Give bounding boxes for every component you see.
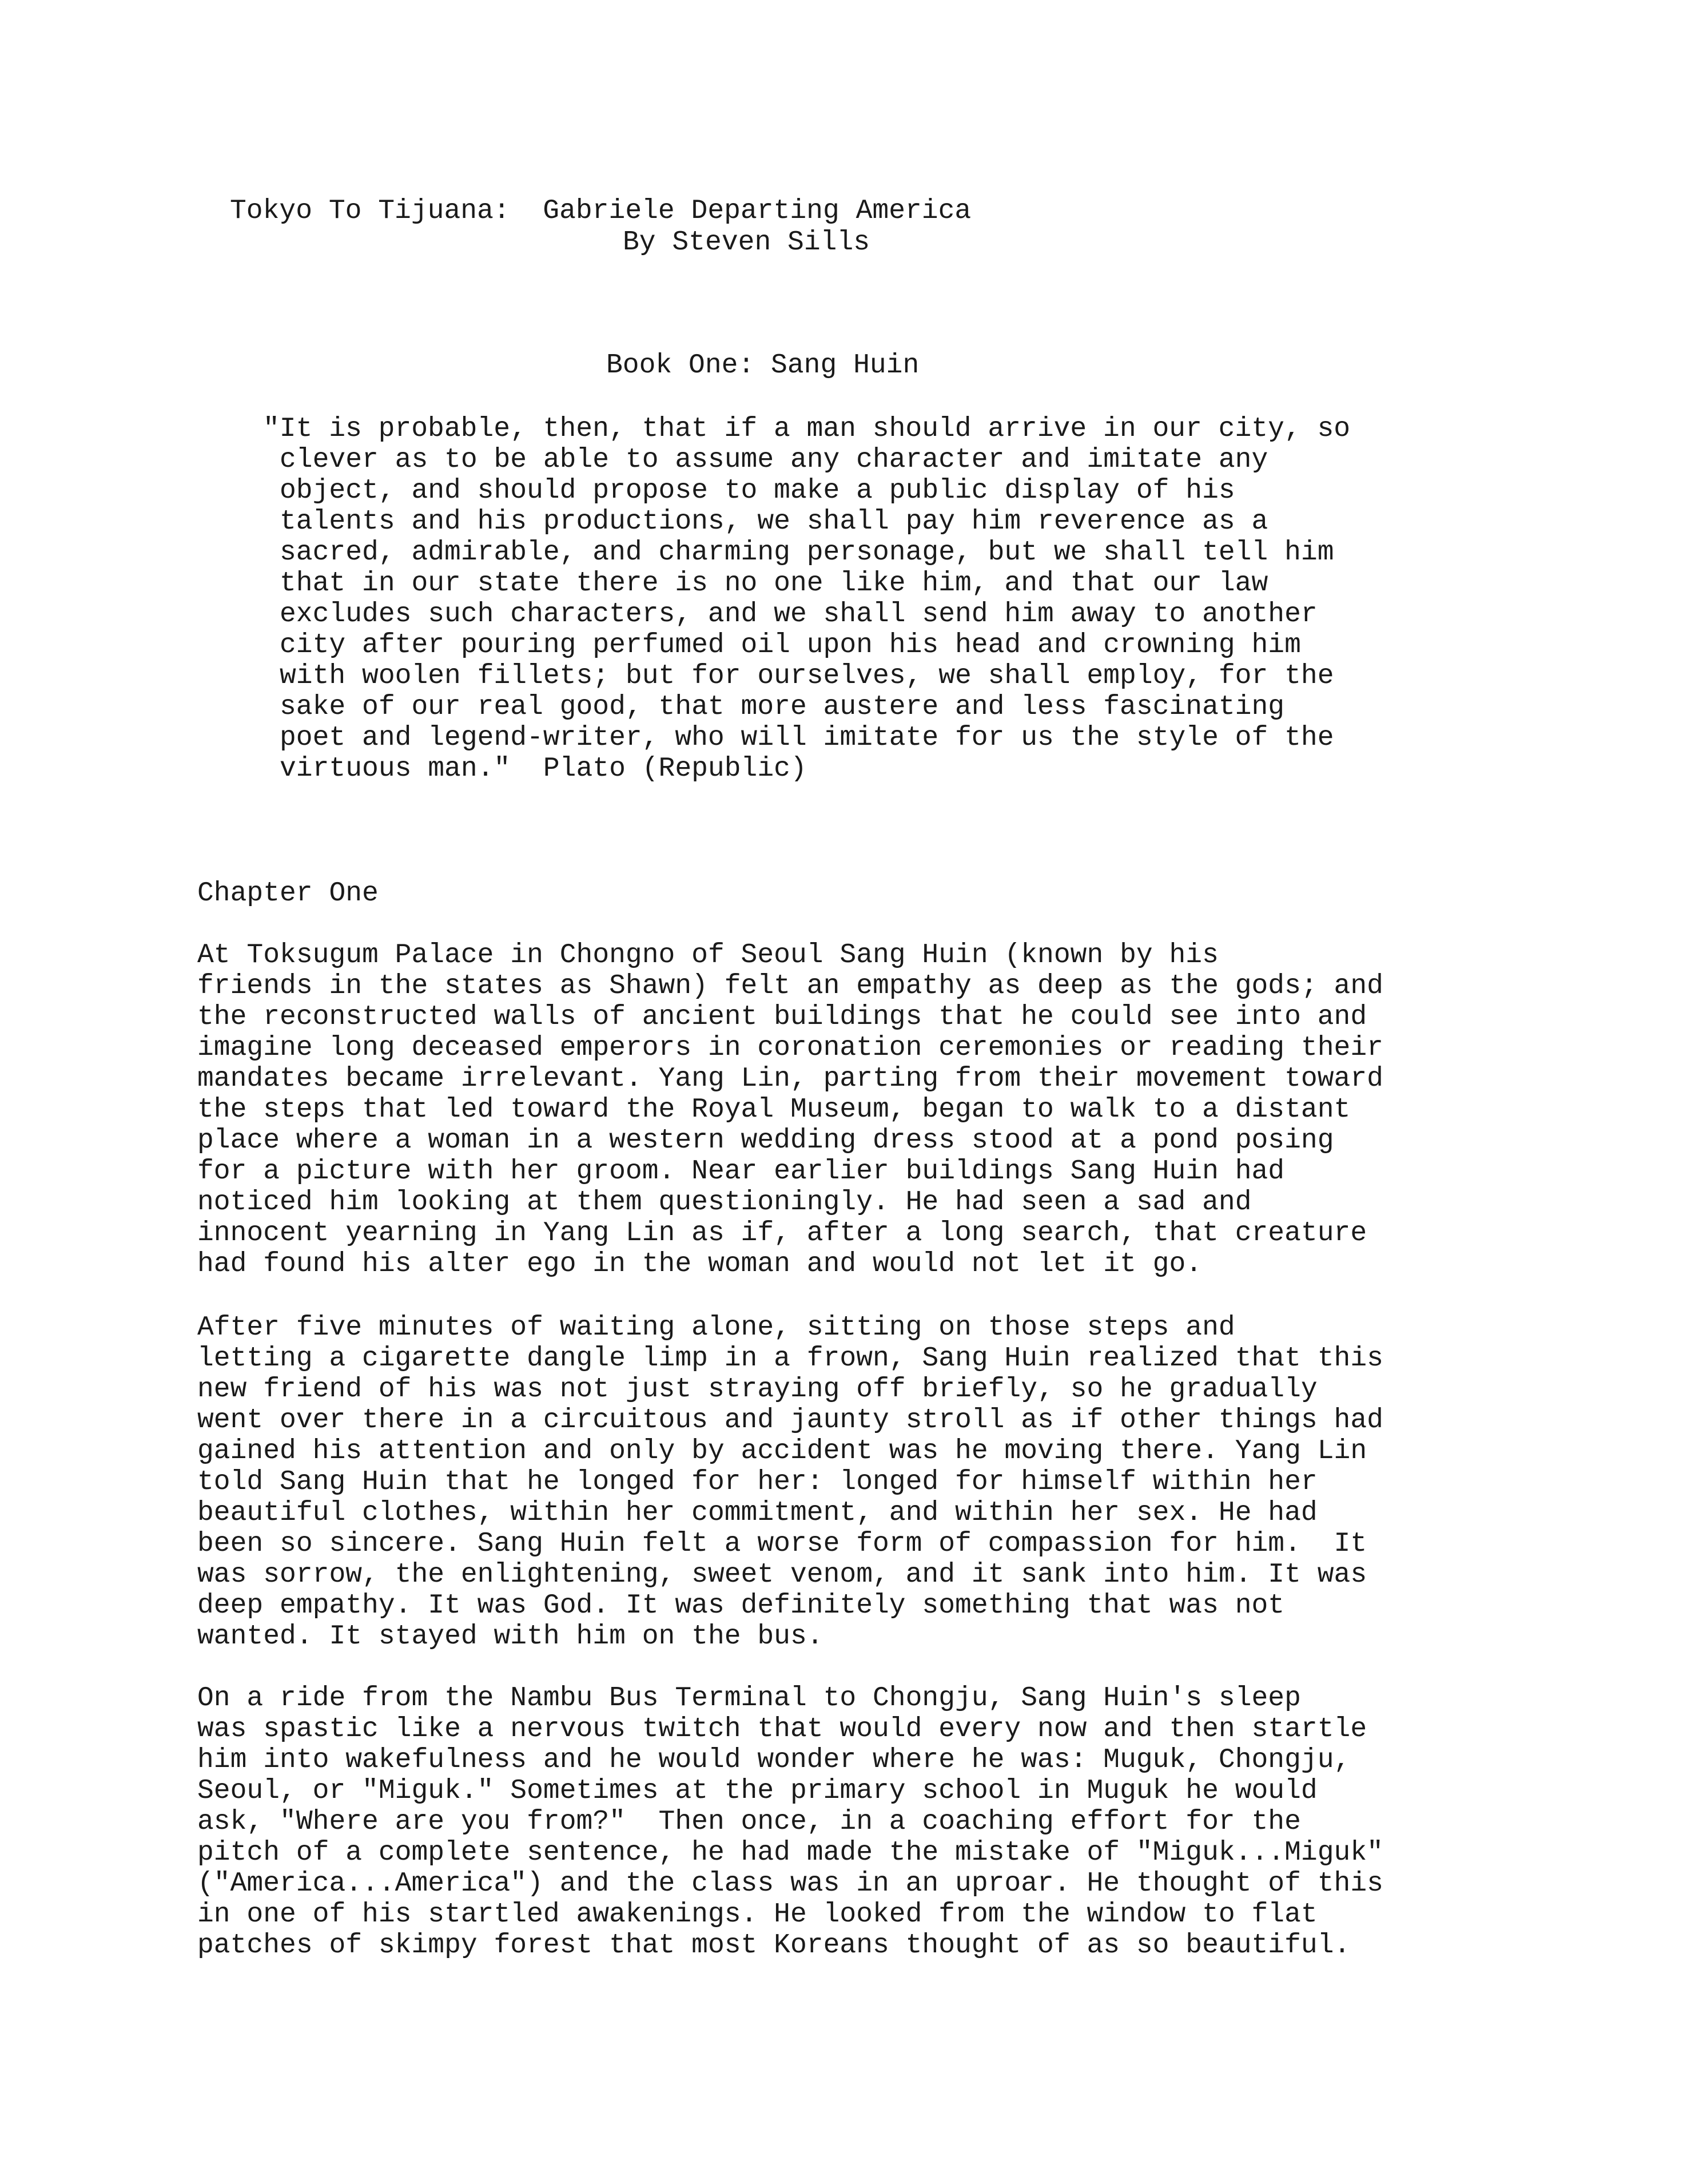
text-line: object, and should propose to make a public display of his: [280, 475, 1235, 506]
text-line: On a ride from the Nambu Bus Terminal to Chongju, Sang Huin's sleep: [197, 1683, 1301, 1714]
text-line: friends in the states as Shawn) felt an empathy as deep as the gods; and: [197, 971, 1383, 1002]
text-line: ("America...America") and the class was in an uproar. He thought of this: [197, 1868, 1383, 1899]
text-line: wanted. It stayed with him on the bus.: [197, 1621, 823, 1652]
author-byline: By Steven Sills: [623, 227, 870, 258]
text-line: the steps that led toward the Royal Museum, began to walk to a distant: [197, 1094, 1351, 1125]
text-line: was spastic like a nervous twitch that would every now and then startle: [197, 1714, 1367, 1745]
paragraph-2: [197, 1312, 1383, 1652]
text-line: Seoul, or "Miguk." Sometimes at the primary school in Muguk he would: [197, 1776, 1318, 1806]
paragraph-1: [197, 940, 1383, 1280]
text-line: place where a woman in a western wedding dress stood at a pond posing: [197, 1125, 1334, 1156]
text-line: imagine long deceased emperors in coronation ceremonies or reading their: [197, 1033, 1383, 1063]
chapter-heading: Chapter One: [197, 878, 379, 909]
text-line: was sorrow, the enlightening, sweet venom, and it sank into him. It was: [197, 1559, 1367, 1590]
text-line: the reconstructed walls of ancient buildings that he could see into and: [197, 1002, 1367, 1033]
text-line: excludes such characters, and we shall send him away to another: [280, 599, 1318, 630]
text-line: that in our state there is no one like him, and that our law: [280, 568, 1268, 599]
text-line: noticed him looking at them questioningly. He had seen a sad and: [197, 1187, 1252, 1218]
text-line: beautiful clothes, within her commitment, and within her sex. He had: [197, 1498, 1318, 1528]
text-line: At Toksugum Palace in Chongno of Seoul Sang Huin (known by his: [197, 940, 1219, 971]
text-line: "It is probable, then, that if a man should arrive in our city, so: [263, 414, 1351, 444]
text-line: told Sang Huin that he longed for her: longed for himself within her: [197, 1467, 1318, 1498]
text-line: sacred, admirable, and charming personage, but we shall tell him: [280, 537, 1334, 568]
text-line: new friend of his was not just straying off briefly, so he gradually: [197, 1374, 1318, 1405]
text-line: virtuous man." Plato (Republic): [280, 753, 807, 784]
text-line: letting a cigarette dangle limp in a frown, Sang Huin realized that this: [197, 1343, 1383, 1374]
text-line: talents and his productions, we shall pay him reverence as a: [280, 506, 1268, 537]
text-line: with woolen fillets; but for ourselves, we shall employ, for the: [280, 661, 1334, 692]
text-line: in one of his startled awakenings. He looked from the window to flat: [197, 1899, 1318, 1930]
epigraph-quote: [263, 414, 1350, 784]
text-line: had found his alter ego in the woman and would not let it go.: [197, 1249, 1203, 1280]
book-heading: Book One: Sang Huin: [606, 350, 920, 381]
text-line: patches of skimpy forest that most Koreans thought of as so beautiful.: [197, 1930, 1351, 1961]
text-line: poet and legend-writer, who will imitate for us the style of the: [280, 722, 1334, 753]
text-line: pitch of a complete sentence, he had made the mistake of "Miguk...Miguk": [197, 1837, 1383, 1868]
text-line: went over there in a circuitous and jaunty stroll as if other things had: [197, 1405, 1383, 1436]
text-line: ask, "Where are you from?" Then once, in a coaching effort for the: [197, 1806, 1301, 1837]
text-line: innocent yearning in Yang Lin as if, after a long search, that creature: [197, 1218, 1367, 1249]
text-line: city after pouring perfumed oil upon his head and crowning him: [280, 630, 1301, 661]
text-line: sake of our real good, that more austere and less fascinating: [280, 692, 1285, 722]
text-line: gained his attention and only by accident was he moving there. Yang Lin: [197, 1436, 1367, 1467]
text-line: for a picture with her groom. Near earlier buildings Sang Huin had: [197, 1156, 1285, 1187]
paragraph-3: [197, 1683, 1383, 1961]
text-line: deep empathy. It was God. It was definitely something that was not: [197, 1590, 1285, 1621]
text-line: him into wakefulness and he would wonder where he was: Muguk, Chongju,: [197, 1745, 1351, 1776]
text-line: mandates became irrelevant. Yang Lin, parting from their movement toward: [197, 1063, 1383, 1094]
text-line: After five minutes of waiting alone, sitting on those steps and: [197, 1312, 1235, 1343]
document-title: Tokyo To Tijuana: Gabriele Departing America: [230, 196, 972, 227]
text-line: clever as to be able to assume any character and imitate any: [280, 444, 1268, 475]
text-line: been so sincere. Sang Huin felt a worse form of compassion for him. It: [197, 1528, 1367, 1559]
